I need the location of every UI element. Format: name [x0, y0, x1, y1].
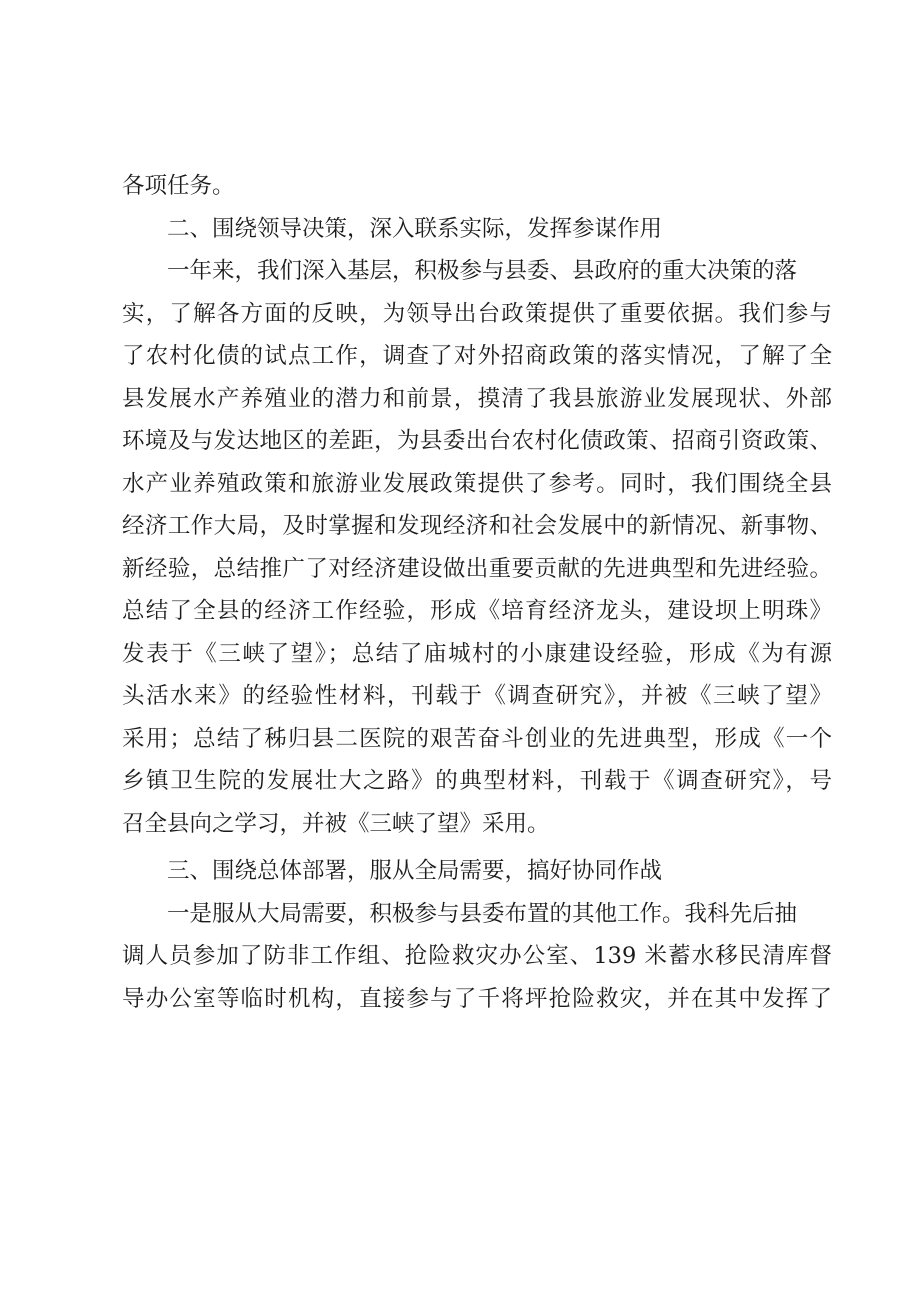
text-line: 召全县向之学习，并被《三峡了望》采用。 — [122, 810, 550, 837]
text-line: 调人员参加了防非工作组、抢险救灾办公室、139 米蓄水移民清库督 — [122, 943, 832, 969]
text-line: 发表于《三峡了望》；总结了庙城村的小康建设经验，形成《为有源 — [122, 640, 832, 667]
text-line: 了农村化债的试点工作，调查了对外招商政策的落实情况，了解了全 — [122, 343, 832, 369]
section-heading: 三、围绕总体部署，服从全局需要，搞好协同作战 — [167, 858, 663, 884]
text-line: 县发展水产养殖业的潜力和前景，摸清了我县旅游业发展现状、外部 — [122, 385, 832, 412]
text-line: 总结了全县的经济工作经验，形成《培育经济龙头，建设坝上明珠》 — [122, 598, 832, 624]
text-line: 乡镇卫生院的发展壮大之路》的典型材料，刊载于《调查研究》，号 — [122, 768, 832, 794]
text-line: 采用；总结了秭归县二医院的艰苦奋斗创业的先进典型，形成《一个 — [122, 725, 832, 752]
document-body — [122, 165, 832, 1020]
text-line: 新经验，总结推广了对经济建设做出重要贡献的先进典型和先进经验。 — [122, 555, 832, 582]
section-heading: 二、围绕领导决策，深入联系实际，发挥参谋作用 — [167, 215, 663, 242]
paragraph-first-line: 一年来，我们深入基层，积极参与县委、县政府的重大决策的落 — [167, 258, 798, 284]
text-line: 头活水来》的经验性材料，刊载于《调查研究》，并被《三峡了望》 — [122, 683, 832, 709]
paragraph-first-line: 一是服从大局需要，积极参与县委布置的其他工作。我科先后抽 — [167, 900, 798, 927]
text-line: 各项任务。 — [122, 173, 235, 199]
text-line: 实，了解各方面的反映，为领导出台政策提供了重要依据。我们参与 — [122, 300, 832, 327]
text-line: 导办公室等临时机构，直接参与了千将坪抢险救灾，并在其中发挥了 — [122, 985, 832, 1012]
text-line: 水产业养殖政策和旅游业发展政策提供了参考。同时，我们围绕全县 — [122, 470, 832, 497]
text-line: 经济工作大局，及时掌握和发现经济和社会发展中的新情况、新事物、 — [122, 513, 832, 539]
text-line: 环境及与发达地区的差距，为县委出台农村化债政策、招商引资政策、 — [122, 428, 832, 454]
